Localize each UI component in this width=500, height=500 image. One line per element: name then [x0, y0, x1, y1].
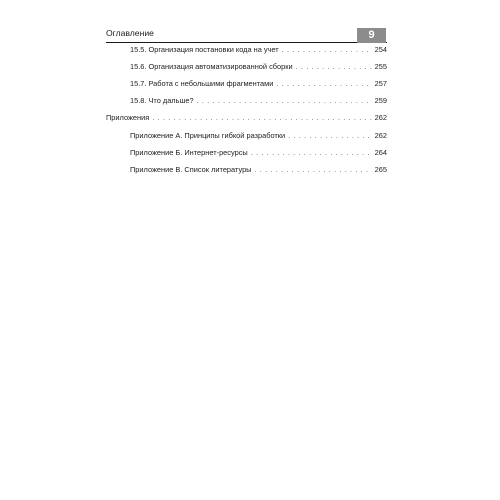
dot-leader — [152, 112, 371, 124]
toc-entry-label: Приложение Б. Интернет-ресурсы — [130, 148, 248, 157]
dot-leader — [255, 164, 372, 176]
toc-entry-label: 15.6. Организация автоматизированной сборки — [130, 62, 293, 71]
toc-entry-15-8 — [130, 95, 387, 107]
toc-entry-label: 15.5. Организация постановки кода на учет — [130, 45, 279, 54]
toc-entry-page: 262 — [374, 113, 387, 122]
header-title: Оглавление — [106, 28, 154, 38]
toc-entry-page: 257 — [374, 79, 387, 88]
dot-leader — [276, 78, 371, 90]
dot-leader — [251, 147, 372, 159]
toc-entry-15-5 — [130, 44, 387, 56]
toc-entry-page: 254 — [374, 45, 387, 54]
dot-leader — [288, 130, 372, 142]
toc-entry-15-7 — [130, 78, 387, 90]
toc-entry-appendix-b — [130, 147, 387, 159]
toc-entry-appendix-a — [130, 130, 387, 142]
toc-entry-label: 15.8. Что дальше? — [130, 96, 194, 105]
toc-entry-label: Приложения — [106, 113, 150, 122]
toc-entry-page: 255 — [374, 62, 387, 71]
dot-leader — [282, 44, 372, 56]
toc-entry-appendices — [106, 112, 387, 124]
page-number-badge: 9 — [357, 28, 386, 43]
toc-entry-page: 264 — [374, 148, 387, 157]
toc-entry-15-6 — [130, 61, 387, 73]
dot-leader — [197, 95, 372, 107]
toc-entry-appendix-v — [130, 164, 387, 176]
toc-entry-label: Приложение В. Список литературы — [130, 165, 252, 174]
dot-leader — [296, 61, 372, 73]
toc-entry-page: 265 — [374, 165, 387, 174]
toc-entry-page: 259 — [374, 96, 387, 105]
toc-entry-label: Приложение А. Принципы гибкой разработки — [130, 131, 286, 140]
toc-entry-label: 15.7. Работа с небольшими фрагментами — [130, 79, 274, 88]
toc-entry-page: 262 — [374, 131, 387, 140]
running-header — [106, 28, 387, 43]
